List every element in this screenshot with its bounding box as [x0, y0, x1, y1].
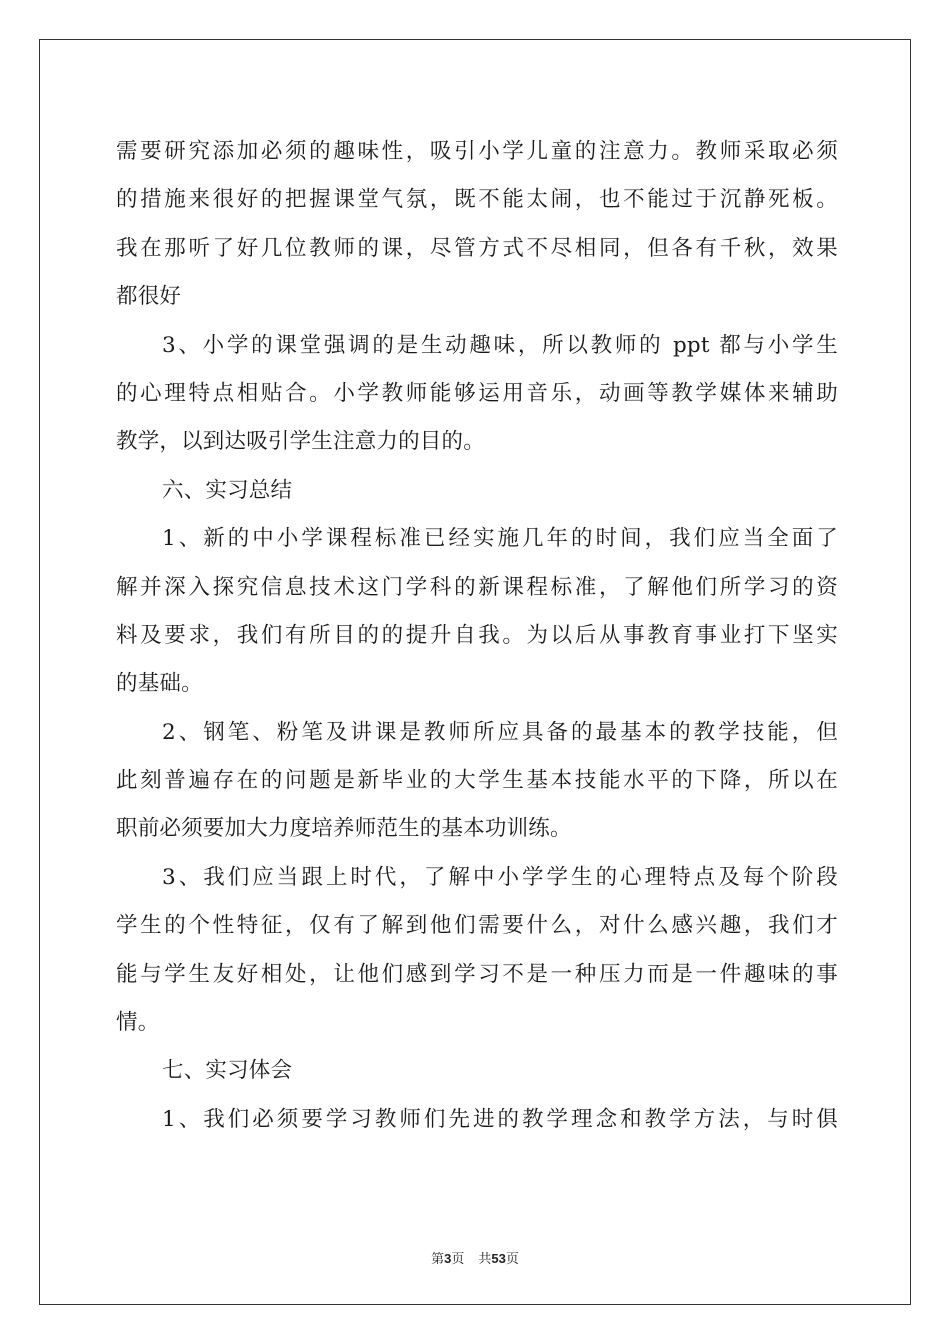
text-line: 的心理特点相贴合。小学教师能够运用音乐，动画等教学媒体来辅助	[116, 380, 838, 406]
text-line: 七、实习体会	[162, 1058, 293, 1084]
footer-total-prefix: 共	[478, 1252, 492, 1267]
footer-page-suffix: 页	[451, 1252, 465, 1267]
text-line: 料及要求，我们有所目的的提升自我。为以后从事教育事业打下坚实	[116, 622, 838, 648]
text-line: 职前必须要加大力度培养师范生的基本功训练。	[116, 816, 572, 842]
text-line: 教学，以到达吸引学生注意力的目的。	[116, 429, 485, 455]
document-body	[116, 128, 838, 1144]
text-line: 此刻普遍存在的问题是新毕业的大学生基本技能水平的下降，所以在	[116, 768, 838, 794]
text-line: 解并深入探究信息技术这门学科的新课程标准，了解他们所学习的资	[116, 574, 838, 600]
text-line: 3、我们应当跟上时代，了解中小学学生的心理特点及每个阶段	[162, 864, 838, 890]
text-line: 我在那听了好几位教师的课，尽管方式不尽相同，但各有千秋，效果	[116, 235, 838, 261]
text-line: 的措施来很好的把握课堂气氛，既不能太闹，也不能过于沉静死板。	[116, 187, 838, 213]
footer-total-suffix: 页	[505, 1252, 519, 1267]
page-footer	[0, 1248, 950, 1267]
text-line: 1、新的中小学课程标准已经实施几年的时间，我们应当全面了	[162, 526, 838, 552]
text-line: 都很好	[116, 284, 182, 310]
text-line: 1、我们必须要学习教师们先进的教学理念和教学方法，与时俱	[162, 1106, 838, 1132]
footer-total-pages: 53	[491, 1251, 506, 1266]
text-line: 情。	[116, 1010, 160, 1036]
footer-page-number: 3	[444, 1251, 452, 1266]
text-line: 能与学生友好相处，让他们感到学习不是一种压力而是一件趣味的事	[116, 961, 838, 987]
text-line: 2、钢笔、粉笔及讲课是教师所应具备的最基本的教学技能，但	[162, 719, 838, 745]
text-line: 的基础。	[116, 671, 203, 697]
footer-prefix: 第	[431, 1252, 445, 1267]
text-line: 需要研究添加必须的趣味性，吸引小学儿童的注意力。教师采取必须	[116, 139, 838, 164]
text-line: 六、实习总结	[162, 477, 293, 503]
text-line: 3、小学的课堂强调的是生动趣味，所以教师的 ppt 都与小学生	[162, 332, 838, 358]
text-line: 学生的个性特征，仅有了解到他们需要什么，对什么感兴趣，我们才	[116, 913, 838, 939]
